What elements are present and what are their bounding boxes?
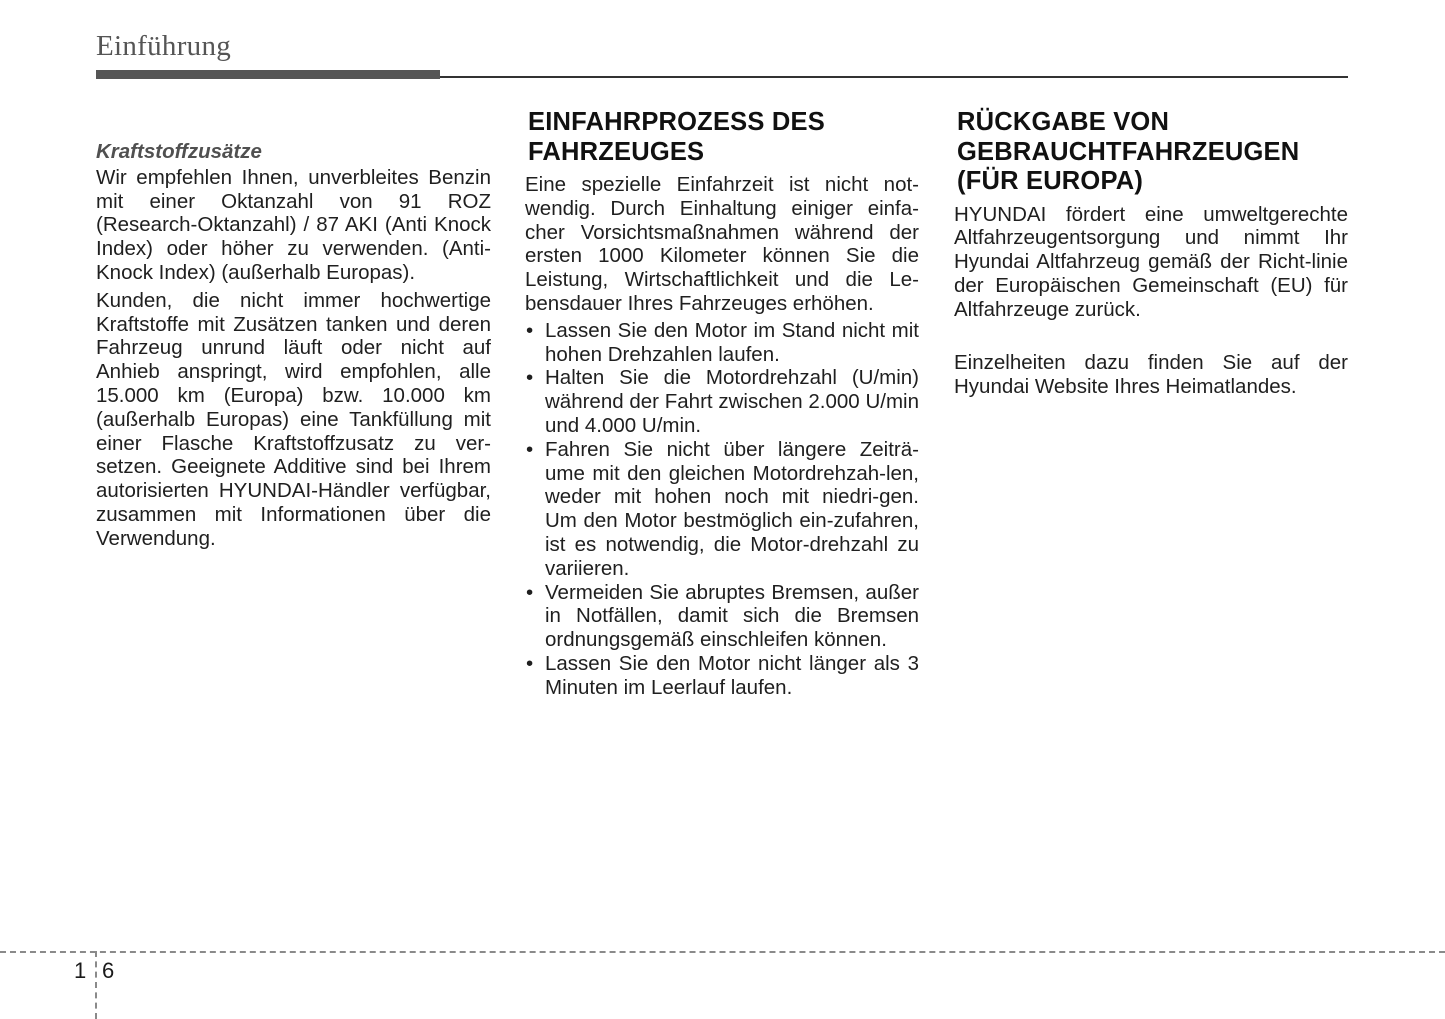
heading-break-in: EINFAHRPROZESS DES FAHRZEUGES: [528, 108, 825, 166]
header-rule-thin: [440, 76, 1348, 78]
list-item: [525, 319, 919, 367]
bullet-icon: •: [526, 366, 534, 390]
list-item: [525, 438, 919, 581]
bullet-icon: •: [526, 437, 534, 461]
break-in-list: [525, 319, 919, 700]
chapter-number: 1: [74, 958, 87, 983]
bullet-icon: •: [526, 580, 534, 604]
footer-divider: [0, 951, 1445, 953]
list-item-text: Fahren Sie nicht über längere Zeiträ-ume mit den gleichen Motordrehzah-len, weder mit hohen noch mit niedri-gen. Um den Motor bestmöglich ein-zufahren, ist es notwendig, die Motor-drehzahl zu variieren.: [545, 437, 919, 580]
page-number: 6: [102, 958, 115, 983]
bullet-icon: •: [526, 651, 534, 675]
list-item-text: Vermeiden Sie abruptes Bremsen, außer in Notfällen, damit sich die Bremsen ordnungsgemäß einschleifen können.: [545, 580, 919, 652]
subheading-fuel-additives: Kraftstoffzusätze: [96, 140, 262, 163]
paragraph-break-in-intro: Eine spezielle Einfahrzeit ist nicht not-wendig. Durch Einhaltung einiger einfa-cher Vorsichtsmaßnahmen während der ersten 1000 Kilometer können Sie die Leistung, Wirtschaftlichkeit und die Le-bensdauer Ihres Fahrzeuges erhöhen.: [525, 173, 919, 315]
footer-page-separator: [95, 951, 97, 1019]
paragraph-fuel-additive-advice: Kunden, die nicht immer hochwertige Kraftstoffe mit Zusätzen tanken und deren Fahrzeug unrund läuft oder nicht auf Anhieb anspringt, wird empfohlen, alle 15.000 km (Europa) bzw. 10.000 km (außerhalb Europas) eine Tankfüllung mit einer Flasche Kraftstoffzusatz zu ver-setzen. Geeignete Additive sind bei Ihrem autorisierten HYUNDAI-Händler verfügbar, zusammen mit Informationen über die Verwendung.: [96, 288, 491, 550]
column-vehicle-return: [954, 108, 1348, 399]
list-item: [525, 652, 919, 700]
header-rule-thick: [96, 70, 440, 79]
paragraph-vehicle-return: HYUNDAI fördert eine umweltgerechte Altfahrzeugentsorgung und nimmt Ihr Hyundai Altfahrzeug gemäß der Richt-linie der Europäischen Gemeinschaft (EU) für Altfahrzeuge zurück.: [954, 202, 1348, 321]
list-item-text: Lassen Sie den Motor im Stand nicht mit hohen Drehzahlen laufen.: [545, 318, 919, 366]
column-break-in: [525, 108, 919, 700]
bullet-icon: •: [526, 318, 534, 342]
page-header-title: Einführung: [96, 30, 232, 62]
list-item-text: Halten Sie die Motordrehzahl (U/min) während der Fahrt zwischen 2.000 U/min und 4.000 U/min.: [545, 366, 919, 437]
list-item: [525, 581, 919, 652]
paragraph-details-website: Einzelheiten dazu finden Sie auf der Hyundai Website Ihres Heimatlandes.: [954, 351, 1348, 399]
list-item: [525, 366, 919, 437]
paragraph-fuel-recommendation: Wir empfehlen Ihnen, unverbleites Benzin mit einer Oktanzahl von 91 ROZ (Research-Oktanzahl) / 87 AKI (Anti Knock Index) oder höher zu verwenden. (Anti-Knock Index) (außerhalb Europas).: [96, 165, 491, 284]
list-item-text: Lassen Sie den Motor nicht länger als 3 Minuten im Leerlauf laufen.: [545, 651, 919, 699]
column-fuel-additives: [96, 108, 491, 551]
heading-vehicle-return: RÜCKGABE VON GEBRAUCHTFAHRZEUGEN (FÜR EUROPA): [957, 108, 1300, 195]
